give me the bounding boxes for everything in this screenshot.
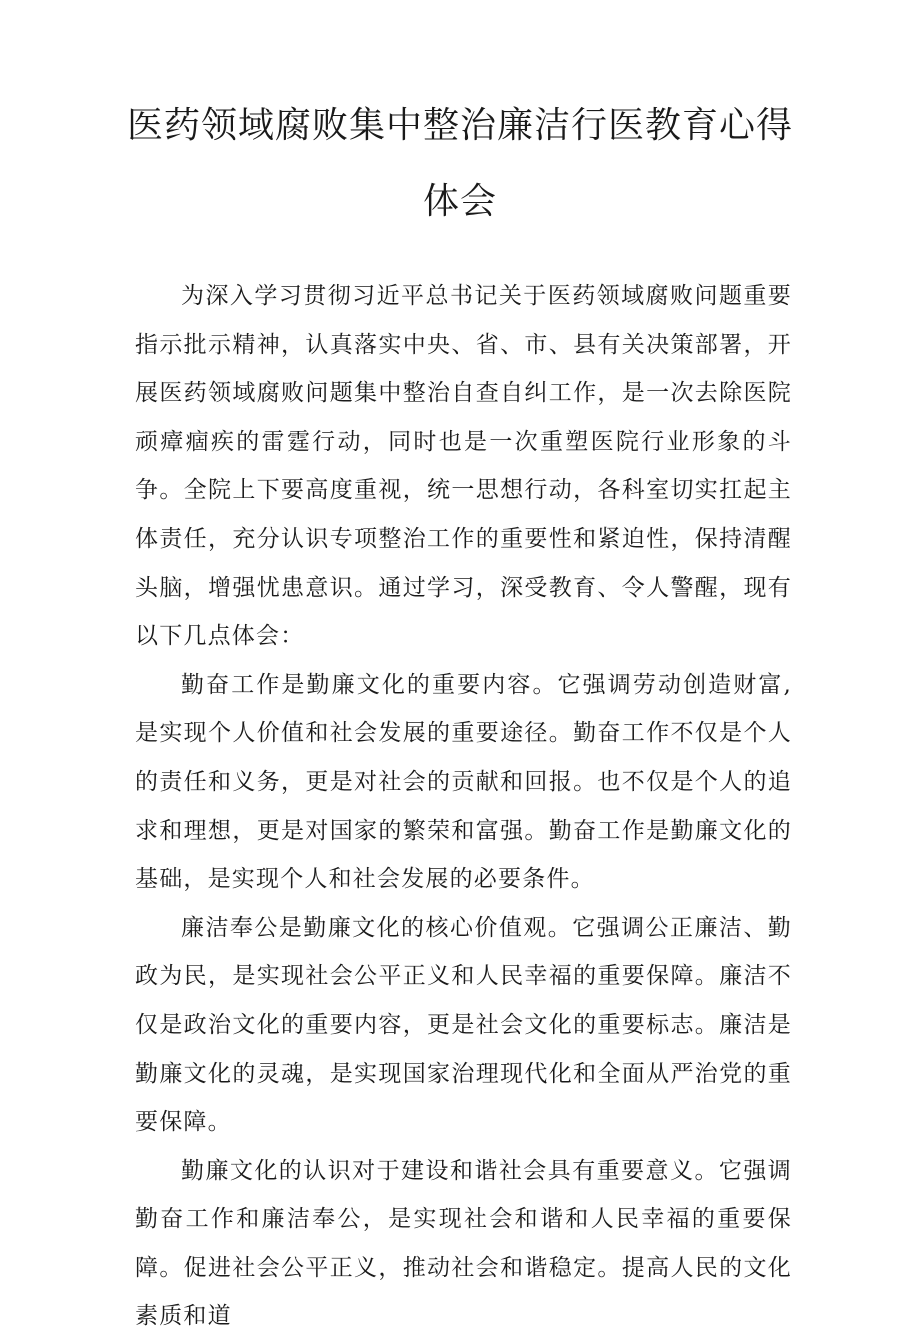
document-body [135, 272, 792, 1341]
paragraph-integrity: 廉洁奉公是勤廉文化的核心价值观。它强调公正廉洁、勤政为民，是实现社会公平正义和人民幸福的重要保障。廉洁不仅是政治文化的重要内容，更是社会文化的重要标志。廉洁是勤廉文化的灵魂，是实现国家治理现代化和全面从严治党的重要保障。 [135, 914, 792, 1136]
paragraph-harmonious-society: 勤廉文化的认识对于建设和谐社会具有重要意义。它强调勤奋工作和廉洁奉公，是实现社会和谐和人民幸福的重要保障。促进社会公平正义，推动社会和谐稳定。提高人民的文化素质和道 [135, 1157, 792, 1330]
paragraph-intro: 为深入学习贯彻习近平总书记关于医药领域腐败问题重要指示批示精神，认真落实中央、省、市、县有关决策部署，开展医药领域腐败问题集中整治自查自纠工作，是一次去除医院顽瘴痼疾的雷霆行动，同时也是一次重塑医院行业形象的斗争。全院上下要高度重视，统一思想行动，各科室切实扛起主体责任，充分认识专项整治工作的重要性和紧迫性，保持清醒头脑，增强忧患意识。通过学习，深受教育、令人警醒，现有以下几点体会： [135, 283, 792, 650]
document-title-line2: 体会 [422, 181, 497, 222]
paragraph-diligent-work: 勤奋工作是勤廉文化的重要内容。它强调劳动创造财富,是实现个人价值和社会发展的重要途径。勤奋工作不仅是个人的责任和义务，更是对社会的贡献和回报。也不仅是个人的追求和理想，更是对国家的繁荣和富强。勤奋工作是勤廉文化的基础，是实现个人和社会发展的必要条件。 [135, 671, 792, 893]
document-title-line1: 医药领域腐败集中整治廉洁行医教育心得 [126, 105, 793, 146]
